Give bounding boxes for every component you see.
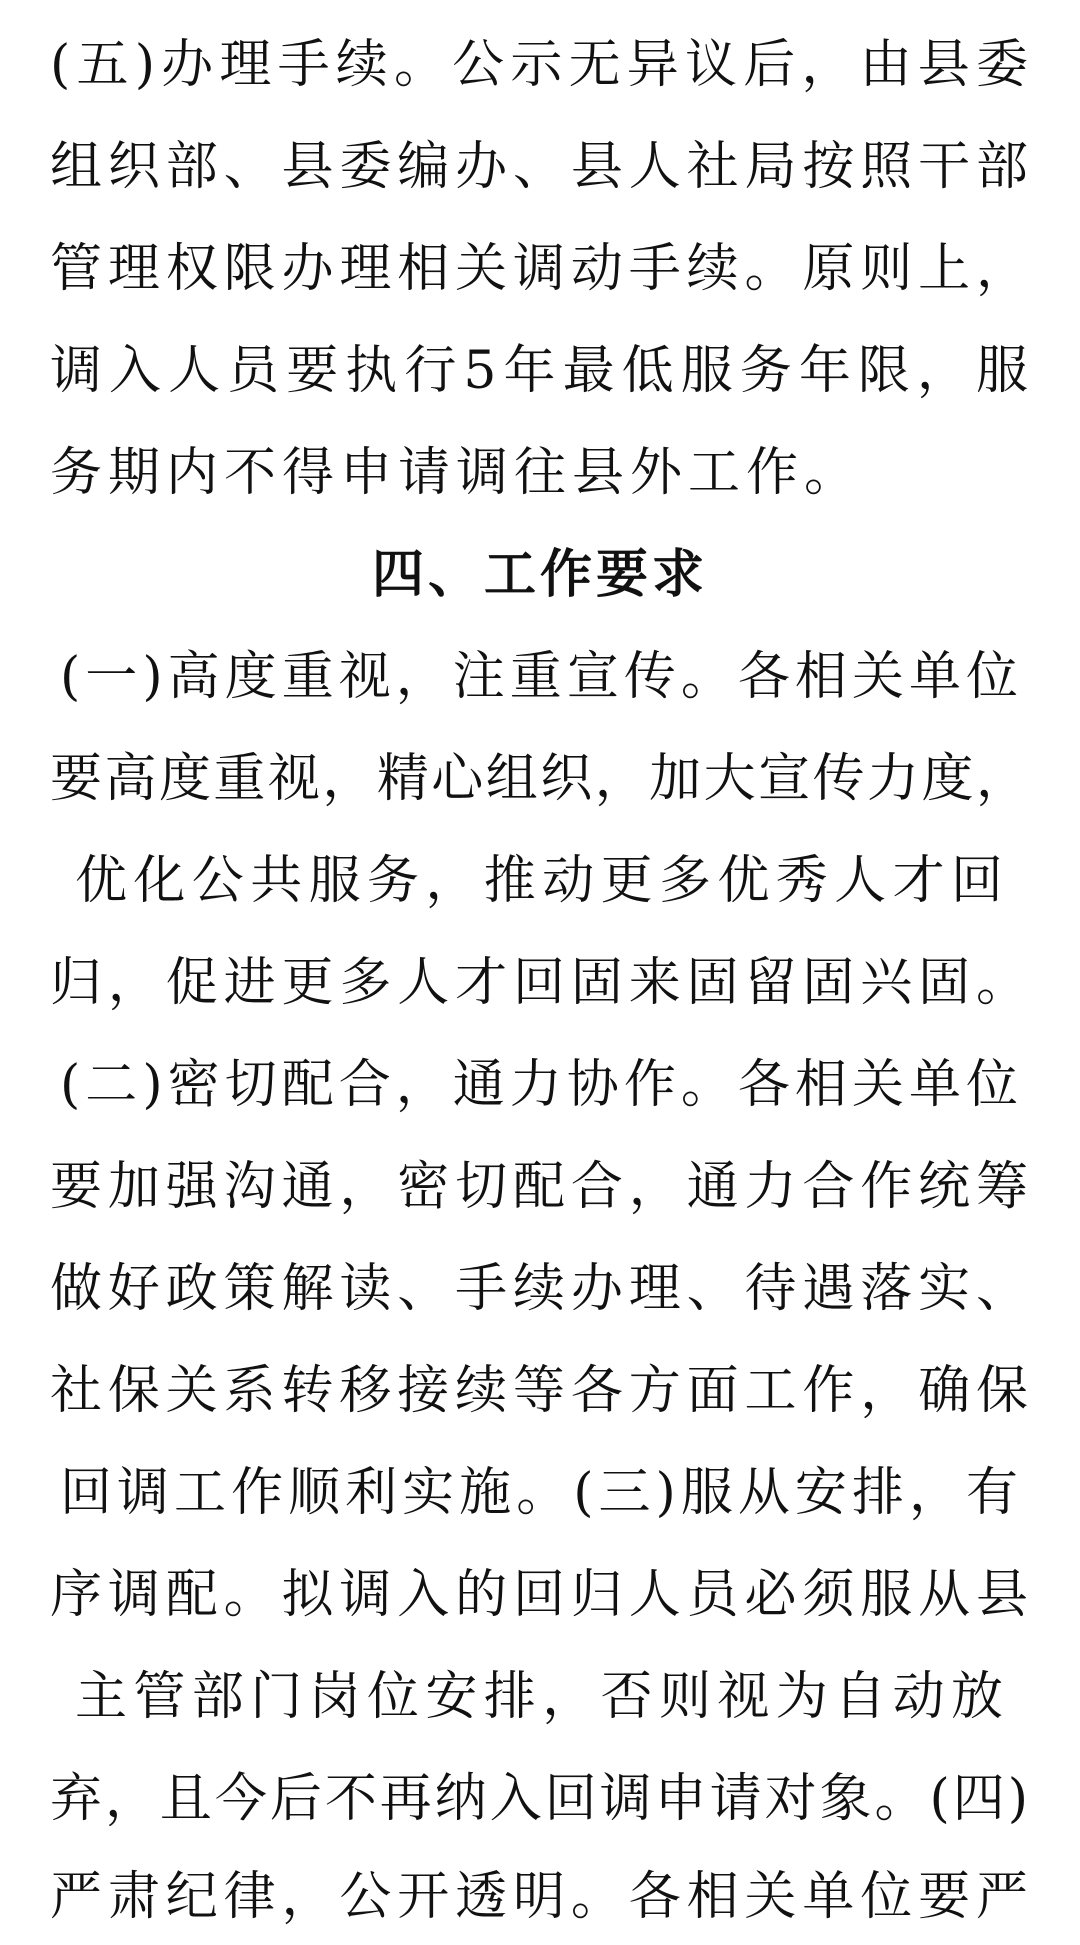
paragraph-line-5: 务期内不得申请调往县外工作。 (50, 443, 863, 503)
paragraph-line-15: 回调工作顺利实施。(三)服从安排，有 (60, 1463, 1020, 1523)
paragraph-line-19: 严肃纪律，公开透明。各相关单位要严 (50, 1867, 1030, 1927)
section-heading: 四、工作要求 (371, 545, 708, 605)
paragraph-line-3: 管理权限办理相关调动手续。原则上， (50, 239, 1030, 299)
paragraph-line-1: (五)办理手续。公示无异议后，由县委 (50, 35, 1030, 95)
paragraph-line-14: 社保关系转移接续等各方面工作，确保 (50, 1361, 1030, 1421)
paragraph-line-9: 优化公共服务，推动更多优秀人才回 (75, 851, 1005, 911)
paragraph-line-18: 弃，且今后不再纳入回调申请对象。(四) (50, 1769, 1030, 1829)
paragraph-line-16: 序调配。拟调入的回归人员必须服从县 (50, 1565, 1030, 1625)
paragraph-line-8: 要高度重视，精心组织，加大宣传力度， (50, 749, 1030, 809)
paragraph-line-2: 组织部、县委编办、县人社局按照干部 (50, 137, 1030, 197)
paragraph-line-12: 要加强沟通，密切配合，通力合作统筹 (50, 1157, 1030, 1217)
paragraph-line-13: 做好政策解读、手续办理、待遇落实、 (50, 1259, 1030, 1319)
paragraph-line-11: (二)密切配合，通力协作。各相关单位 (60, 1055, 1020, 1115)
paragraph-line-7: (一)高度重视，注重宣传。各相关单位 (60, 647, 1020, 707)
paragraph-line-17: 主管部门岗位安排，否则视为自动放 (75, 1667, 1005, 1727)
paragraph-line-10: 归，促进更多人才回固来固留固兴固。 (50, 953, 1030, 1013)
paragraph-line-4: 调入人员要执行5年最低服务年限，服 (50, 341, 1030, 401)
